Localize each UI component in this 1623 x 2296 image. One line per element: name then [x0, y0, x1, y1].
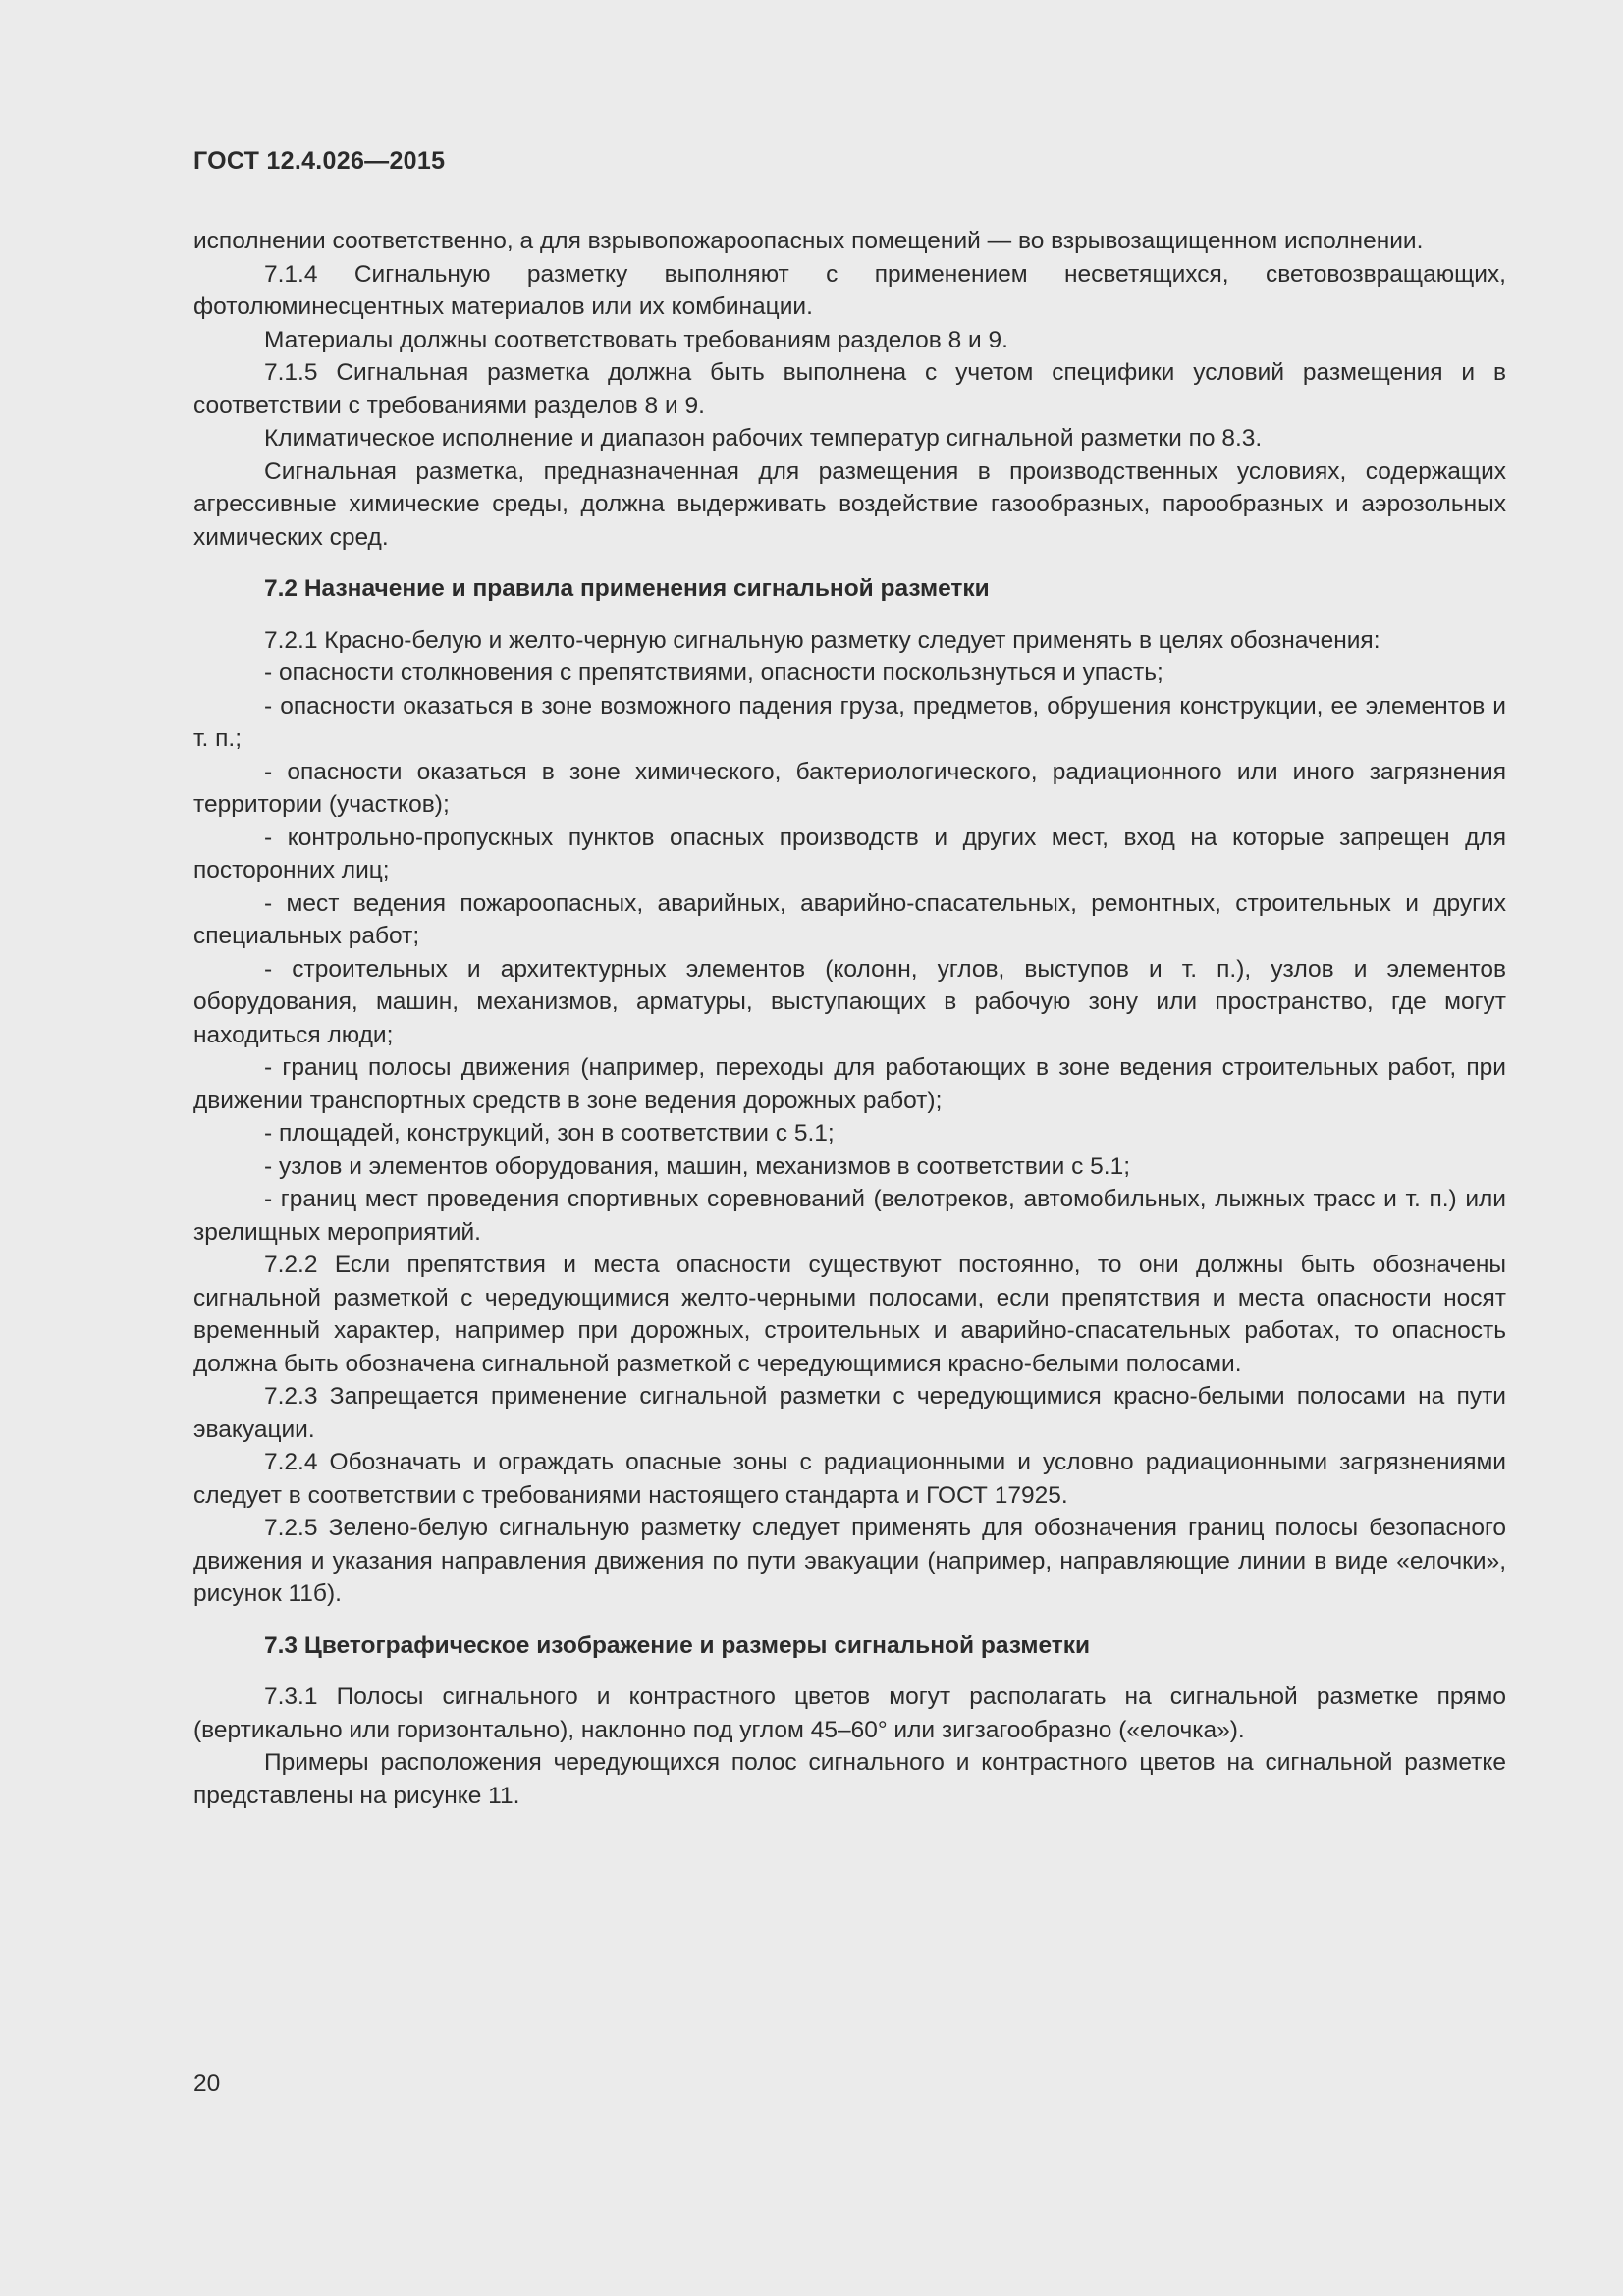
paragraph-7-2-3: 7.2.3 Запрещается применение сигнальной разметки с чередующимися красно-белыми полосами на пути эвакуации. — [193, 1383, 1506, 1443]
list-item: - мест ведения пожароопасных, аварийных, аварийно-спасательных, ремонтных, строительных и других специальных работ; — [193, 889, 1506, 949]
paragraph: Материалы должны соответствовать требованиям разделов 8 и 9. — [264, 326, 1008, 353]
paragraph: Сигнальная разметка, предназначенная для размещения в производственных условиях, содержащих агрессивные химические среды, должна выдерживать воздействие газообразных, парообразных и аэрозольных химических сред. — [193, 457, 1506, 551]
paragraph-7-2-1: 7.2.1 Красно-белую и желто-черную сигнальную разметку следует применять в целях обозначения: — [264, 626, 1380, 654]
section-heading-7-2: 7.2 Назначение и правила применения сигнальной разметки — [264, 575, 990, 602]
document-header: ГОСТ 12.4.026—2015 — [193, 147, 446, 175]
paragraph: Примеры расположения чередующихся полос сигнального и контрастного цветов на сигнальной разметке представлены на рисунке 11. — [193, 1749, 1506, 1809]
list-item: - контрольно-пропускных пунктов опасных производств и других мест, вход на которые запрещен для посторонних лиц; — [193, 824, 1506, 883]
list-item: - границ полосы движения (например, переходы для работающих в зоне ведения строительных работ, при движении транспортных средств в зоне ведения дорожных работ); — [193, 1054, 1506, 1114]
paragraph-7-2-5: 7.2.5 Зелено-белую сигнальную разметку следует применять для обозначения границ полосы безопасного движения и указания направления движения по пути эвакуации (например, направляющие линии в виде «елочки», рисунок 11б). — [193, 1515, 1506, 1607]
paragraph-7-1-4: 7.1.4 Сигнальную разметку выполняют с применением несветящихся, световозвращающих, фотолюминесцентных материалов или их комбинации. — [193, 260, 1506, 320]
paragraph-7-1-5: 7.1.5 Сигнальная разметка должна быть выполнена с учетом специфики условий размещения и в соответствии с требованиями разделов 8 и 9. — [193, 359, 1506, 419]
list-item: - строительных и архитектурных элементов (колонн, углов, выступов и т. п.), узлов и элементов оборудования, машин, механизмов, арматуры, выступающих в рабочую зону или пространство, где могут находиться люди; — [193, 955, 1506, 1048]
paragraph: исполнении соответственно, а для взрывопожароопасных помещений — во взрывозащищенном исполнении. — [193, 228, 1424, 254]
list-item: - площадей, конструкций, зон в соответствии с 5.1; — [264, 1120, 835, 1147]
list-item: - опасности оказаться в зоне химического, бактериологического, радиационного или иного загрязнения территории (участков); — [193, 758, 1506, 818]
list-item: - границ мест проведения спортивных соревнований (велотреков, автомобильных, лыжных трасс и т. п.) или зрелищных мероприятий. — [193, 1186, 1506, 1246]
document-body — [193, 225, 1506, 1812]
paragraph-7-2-4: 7.2.4 Обозначать и ограждать опасные зоны с радиационными и условно радиационными загрязнениями следует в соответствии с требованиями настоящего стандарта и ГОСТ 17925. — [193, 1449, 1506, 1509]
list-item: - опасности столкновения с препятствиями, опасности поскользнуться и упасть; — [264, 660, 1163, 686]
section-heading-7-3: 7.3 Цветографическое изображение и размеры сигнальной разметки — [264, 1631, 1091, 1659]
paragraph-7-3-1: 7.3.1 Полосы сигнального и контрастного цветов могут располагать на сигнальной разметке прямо (вертикально или горизонтально), наклонно под углом 45–60° или зигзагообразно («елочка»). — [193, 1683, 1506, 1743]
paragraph-7-2-2: 7.2.2 Если препятствия и места опасности существуют постоянно, то они должны быть обозначены сигнальной разметкой с чередующимися желто-черными полосами, если препятствия и места опасности носят временный характер, например при дорожных, строительных и аварийно-спасательных работах, то опасность должна быть обозначена сигнальной разметкой с чередующимися красно-белыми полосами. — [193, 1252, 1506, 1377]
list-item: - опасности оказаться в зоне возможного падения груза, предметов, обрушения конструкции, ее элементов и т. п.; — [193, 692, 1506, 752]
paragraph: Климатическое исполнение и диапазон рабочих температур сигнальной разметки по 8.3. — [264, 425, 1263, 452]
list-item: - узлов и элементов оборудования, машин, механизмов в соответствии с 5.1; — [264, 1152, 1131, 1180]
page-number: 20 — [193, 2070, 221, 2097]
